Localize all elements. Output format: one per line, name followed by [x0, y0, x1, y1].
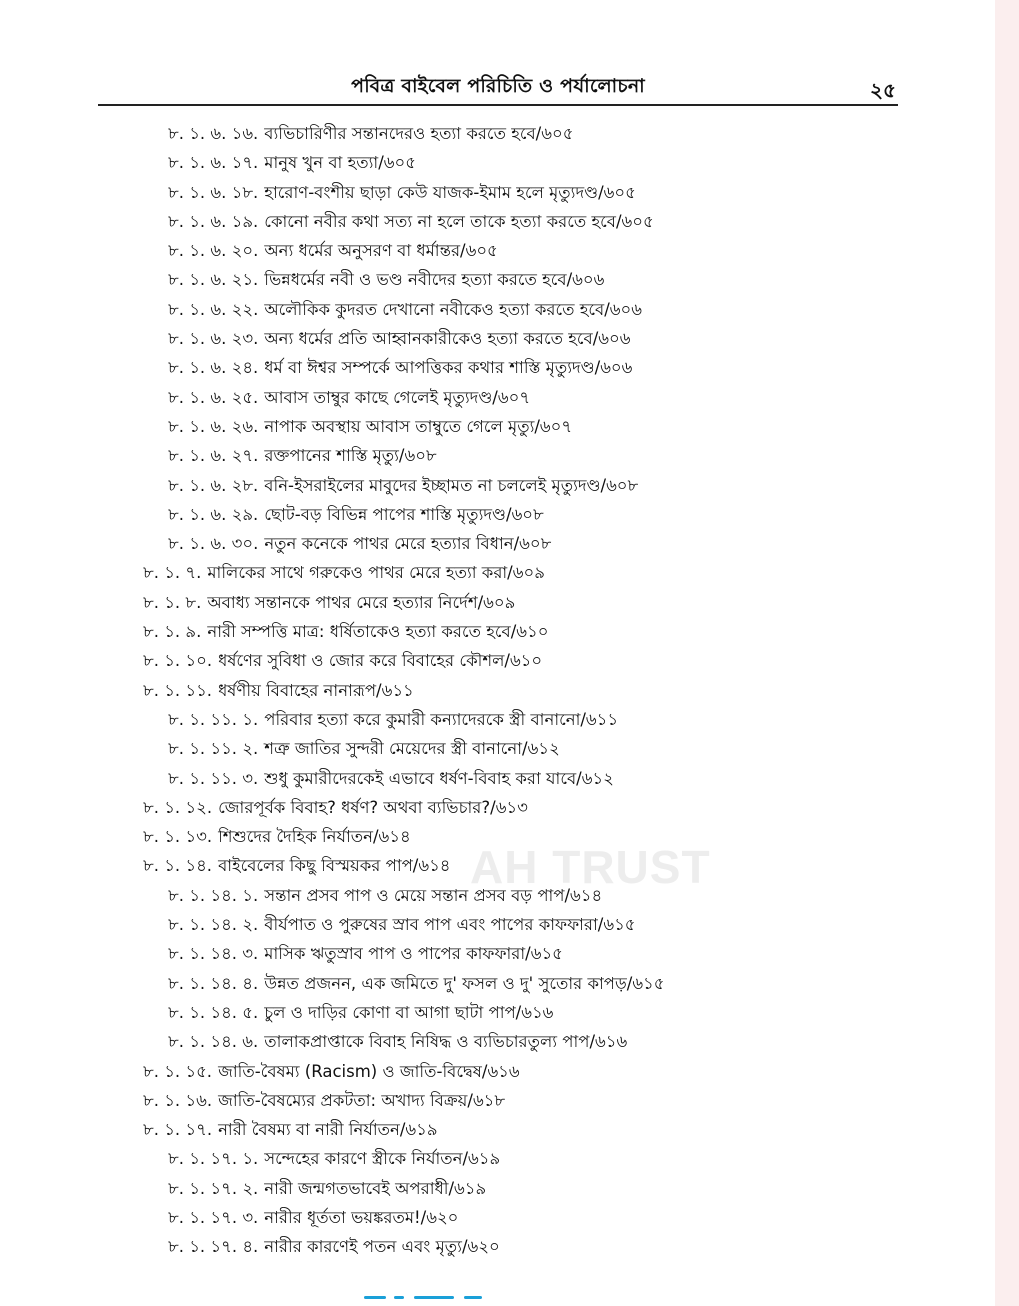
toc-entry-number: ৮. ১. ৬. ১৭.	[168, 153, 259, 173]
toc-entry-number: ৮. ১. ১১. ৩.	[168, 768, 259, 788]
toc-entry	[0, 822, 995, 851]
toc-entry-title: জোরপূর্বক বিবাহ? ধর্ষণ? অথবা ব্যভিচার?/৬১৩	[218, 797, 528, 817]
toc-entry	[0, 793, 995, 822]
toc-entry-title: ধর্ম বা ঈশ্বর সম্পর্কে আপত্তিকর কথার শাস্তি মৃত্যুদণ্ড/৬০৬	[264, 358, 633, 378]
toc-entry	[0, 353, 995, 382]
toc-entry-title: পরিবার হত্যা করে কুমারী কন্যাদেরকে স্ত্রী বানানো/৬১১	[264, 709, 619, 729]
toc-entry	[0, 734, 995, 763]
toc-entry-title: ভিন্নধর্মের নবী ও ভণ্ড নবীদের হত্যা করতে হবে/৬০৬	[264, 270, 605, 290]
toc-entry-number: ৮. ১. ৬. ১৬.	[168, 124, 259, 143]
toc-entry-title: বনি-ইসরাইলের মাবুদের ইচ্ছামত না চললেই মৃত্যুদণ্ড/৬০৮	[264, 475, 639, 495]
toc-entry	[0, 119, 995, 148]
toc-entry-number: ৮. ১. ১৪. ৬.	[168, 1032, 259, 1052]
toc-entry-title: রক্তপানের শাস্তি মৃত্যু/৬০৮	[264, 446, 437, 466]
cut-off-footer-line	[360, 1296, 520, 1306]
toc-entry-number: ৮. ১. ৬. ৩০.	[168, 534, 259, 554]
toc-entry-title: মাসিক ঋতুস্রাব পাপ ও পাপের কাফফারা/৬১৫	[264, 944, 563, 964]
toc-entry-title: ছোট-বড় বিভিন্ন পাপের শাস্তি মৃত্যুদণ্ড/৬০৮	[264, 504, 544, 524]
toc-entry-number: ৮. ১. ৬. ২৬.	[168, 416, 259, 436]
toc-entry-title: অন্য ধর্মের প্রতি আহ্বানকারীকেও হত্যা করতে হবে/৬০৬	[264, 329, 631, 349]
toc-entry	[0, 1232, 995, 1261]
toc-entry	[0, 178, 995, 207]
toc-entry-number: ৮. ১. ১৪. ৪.	[168, 973, 259, 993]
toc-entry-number: ৮. ১. ৬. ২২.	[168, 299, 259, 319]
toc-entry-title: মানুষ খুন বা হত্যা/৬০৫	[264, 153, 416, 173]
toc-entry	[0, 1086, 995, 1115]
toc-entry	[0, 939, 995, 968]
page-header	[98, 70, 898, 106]
toc-entry	[0, 412, 995, 441]
toc-entry-number: ৮. ১. ১৪. ৫.	[168, 1002, 259, 1022]
toc-entry-number: ৮. ১. ৮.	[143, 592, 202, 612]
toc-entry-number: ৮. ১. ১৩.	[143, 827, 213, 847]
toc-entry-title: ব্যভিচারিণীর সন্তানদেরও হত্যা করতে হবে/৬০৫	[264, 124, 574, 143]
toc-entry-number: ৮. ১. ১৭. ১.	[168, 1149, 259, 1169]
toc-entry-title: নতুন কনেকে পাথর মেরে হত্যার বিধান/৬০৮	[264, 534, 552, 554]
toc-entry-title: শিশুদের দৈহিক নির্যাতন/৬১৪	[218, 827, 411, 847]
toc-entry-title: নারীর কারণেই পতন এবং মৃত্যু/৬২০	[264, 1237, 500, 1257]
toc-entry	[0, 1027, 995, 1056]
toc-entry-number: ৮. ১. ৬. ২৮.	[168, 475, 259, 495]
toc-entry-title: নারী জন্মগতভাবেই অপরাধী/৬১৯	[264, 1178, 487, 1198]
table-of-contents	[0, 119, 995, 1262]
toc-entry-number: ৮. ১. ১৭. ৪.	[168, 1237, 259, 1257]
toc-entry-number: ৮. ১. ৬. ২৭.	[168, 446, 259, 466]
toc-entry	[0, 1057, 995, 1086]
toc-entry	[0, 1203, 995, 1232]
toc-entry-title: নারীর ধূর্ততা ভয়ঙ্করতম!/৬২০	[264, 1207, 459, 1227]
toc-entry-title: সন্দেহের কারণে স্ত্রীকে নির্যাতন/৬১৯	[264, 1149, 501, 1169]
toc-entry-title: তালাকপ্রাপ্তাকে বিবাহ নিষিদ্ধ ও ব্যভিচারতুল্য পাপ/৬১৬	[264, 1032, 628, 1052]
toc-entry-number: ৮. ১. ৬. ২০.	[168, 241, 259, 261]
toc-entry-title: ধর্ষণীয় বিবাহের নানারূপ/৬১১	[218, 680, 414, 700]
toc-entry-title: বাইবেলের কিছু বিস্ময়কর পাপ/৬১৪	[218, 856, 451, 876]
toc-entry-number: ৮. ১. ৯.	[143, 622, 202, 642]
toc-entry	[0, 295, 995, 324]
toc-entry-number: ৮. ১. ৬. ২৩.	[168, 329, 259, 349]
toc-entry	[0, 148, 995, 177]
toc-entry-number: ৮. ১. ১৪. ৩.	[168, 944, 259, 964]
toc-entry-title: জাতি-বৈষম্যের প্রকটতা: অখাদ্য বিক্রয়/৬১৮	[218, 1090, 506, 1110]
toc-entry-title: নাপাক অবস্থায় আবাস তাম্বুতে গেলে মৃত্যু/৬০৭	[264, 416, 573, 436]
toc-entry	[0, 1144, 995, 1173]
toc-entry-title: নারী বৈষম্য বা নারী নির্যাতন/৬১৯	[218, 1120, 438, 1140]
toc-entry-title: জাতি-বৈষম্য (Racism) ও জাতি-বিদ্বেষ/৬১৬	[218, 1061, 520, 1081]
toc-entry-number: ৮. ১. ৭.	[143, 563, 202, 583]
toc-entry	[0, 529, 995, 558]
toc-entry	[0, 236, 995, 265]
toc-entry-number: ৮. ১. ১১. ১.	[168, 709, 259, 729]
watermark-text: AH TRUST	[470, 841, 711, 893]
toc-entry	[0, 676, 995, 705]
toc-entry-title: উন্নত প্রজনন, এক জমিতে দু' ফসল ও দু' সুতোর কাপড়/৬১৫	[264, 973, 665, 993]
toc-entry-title: ধর্ষণের সুবিধা ও জোর করে বিবাহের কৌশল/৬১০	[218, 651, 543, 671]
toc-entry	[0, 646, 995, 675]
toc-entry	[0, 764, 995, 793]
toc-entry-number: ৮. ১. ৬. ২৯.	[168, 504, 259, 524]
toc-entry-title: আবাস তাম্বুর কাছে গেলেই মৃত্যুদণ্ড/৬০৭	[264, 387, 531, 407]
toc-entry	[0, 324, 995, 353]
toc-entry	[0, 705, 995, 734]
toc-entry-number: ৮. ১. ৬. ২৫.	[168, 387, 259, 407]
toc-entry-number: ৮. ১. ১১. ২.	[168, 739, 259, 759]
toc-entry	[0, 471, 995, 500]
toc-entry-title: শুধু কুমারীদেরকেই এভাবে ধর্ষণ-বিবাহ করা যাবে/৬১২	[264, 768, 614, 788]
toc-entry-number: ৮. ১. ১৭. ২.	[168, 1178, 259, 1198]
toc-entry-number: ৮. ১. ১৪. ২.	[168, 915, 259, 935]
toc-entry-title: মালিকের সাথে গরুকেও পাথর মেরে হত্যা করা/৬০৯	[207, 563, 545, 583]
toc-entry-title: নারী সম্পত্তি মাত্র: ধর্ষিতাকেও হত্যা করতে হবে/৬১০	[207, 622, 549, 642]
toc-entry-number: ৮. ১. ১২.	[143, 797, 213, 817]
toc-entry	[0, 617, 995, 646]
toc-entry-number: ৮. ১. ১১.	[143, 680, 213, 700]
toc-entry	[0, 1174, 995, 1203]
toc-entry	[0, 207, 995, 236]
toc-entry	[0, 500, 995, 529]
toc-entry-title: হারোণ-বংশীয় ছাড়া কেউ যাজক-ইমাম হলে মৃত্যুদণ্ড/৬০৫	[264, 182, 636, 202]
toc-entry	[0, 588, 995, 617]
toc-entry-number: ৮. ১. ১৭.	[143, 1120, 213, 1140]
toc-entry-number: ৮. ১. ৬. ১৮.	[168, 182, 259, 202]
page-number: ২৫	[870, 78, 896, 102]
toc-entry	[0, 851, 995, 880]
toc-entry-number: ৮. ১. ১৬.	[143, 1090, 213, 1110]
toc-entry-number: ৮. ১. ১৫.	[143, 1061, 213, 1081]
toc-entry-title: কোনো নবীর কথা সত্য না হলে তাকে হত্যা করতে হবে/৬০৫	[264, 211, 654, 231]
toc-entry-number: ৮. ১. ৬. ২১.	[168, 270, 259, 290]
toc-entry-title: অবাধ্য সন্তানকে পাথর মেরে হত্যার নির্দেশ/৬০৯	[207, 592, 516, 612]
toc-entry	[0, 558, 995, 587]
toc-entry-title: সন্তান প্রসব পাপ ও মেয়ে সন্তান প্রসব বড় পাপ/৬১৪	[264, 885, 603, 905]
toc-entry	[0, 881, 995, 910]
toc-entry-number: ৮. ১. ১৭. ৩.	[168, 1207, 259, 1227]
toc-entry	[0, 383, 995, 412]
toc-entry	[0, 969, 995, 998]
toc-entry	[0, 441, 995, 470]
page-edge-strip	[995, 0, 1019, 1306]
toc-entry-number: ৮. ১. ১৪.	[143, 856, 213, 876]
toc-entry-title: অলৌকিক কুদরত দেখানো নবীকেও হত্যা করতে হবে/৬০৬	[264, 299, 642, 319]
toc-entry-number: ৮. ১. ১০.	[143, 651, 213, 671]
toc-entry	[0, 265, 995, 294]
running-head-title: পবিত্র বাইবেল পরিচিতি ও পর্যালোচনা	[351, 75, 645, 97]
toc-entry-title: চুল ও দাড়ির কোণা বা আগা ছাটা পাপ/৬১৬	[264, 1002, 554, 1022]
toc-entry	[0, 910, 995, 939]
toc-entry-title: বীর্যপাত ও পুরুষের স্রাব পাপ এবং পাপের কাফফারা/৬১৫	[264, 915, 636, 935]
toc-entry	[0, 1115, 995, 1144]
toc-entry-number: ৮. ১. ৬. ১৯.	[168, 211, 259, 231]
toc-entry-title: অন্য ধর্মের অনুসরণ বা ধর্মান্তর/৬০৫	[264, 241, 498, 261]
toc-entry	[0, 998, 995, 1027]
toc-entry-title: শত্রু জাতির সুন্দরী মেয়েদের স্ত্রী বানানো/৬১২	[264, 739, 560, 759]
toc-entry-number: ৮. ১. ১৪. ১.	[168, 885, 259, 905]
toc-entry-number: ৮. ১. ৬. ২৪.	[168, 358, 259, 378]
